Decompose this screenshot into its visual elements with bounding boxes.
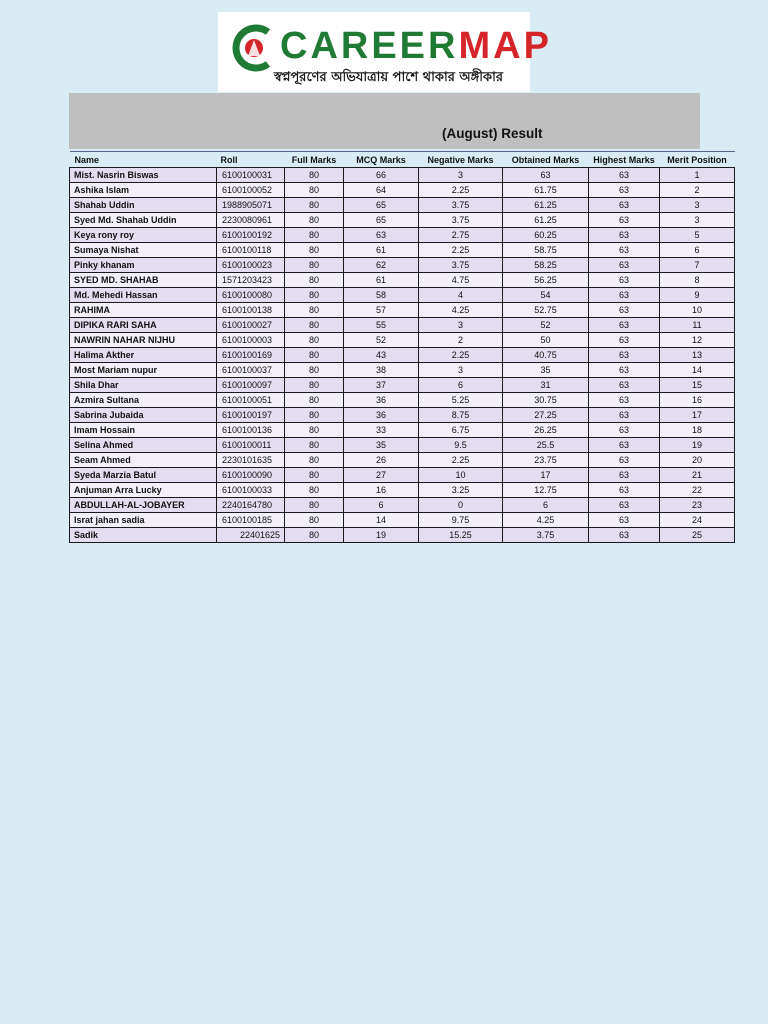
cell-roll: 2230101635 [217,453,285,468]
table-row [70,348,735,363]
cell-name: Selina Ahmed [70,438,217,453]
report-title: (August) Result [442,126,543,141]
cell-merit-position: 22 [660,483,735,498]
cell-roll: 6100100090 [217,468,285,483]
cell-merit-position: 18 [660,423,735,438]
cell-obtained-marks: 4.25 [503,513,589,528]
cell-negative-marks: 2.25 [419,453,503,468]
cell-negative-marks: 6 [419,378,503,393]
cell-obtained-marks: 6 [503,498,589,513]
table-row [70,243,735,258]
cell-roll: 6100100033 [217,483,285,498]
cell-negative-marks: 9.75 [419,513,503,528]
cell-mcq-marks: 43 [344,348,419,363]
cell-obtained-marks: 26.25 [503,423,589,438]
cell-obtained-marks: 35 [503,363,589,378]
cell-roll: 6100100185 [217,513,285,528]
cell-name: Sabrina Jubaida [70,408,217,423]
cell-roll: 2230080961 [217,213,285,228]
cell-name: Ashika Islam [70,183,217,198]
cell-obtained-marks: 12.75 [503,483,589,498]
cell-merit-position: 23 [660,498,735,513]
cell-name: Shila Dhar [70,378,217,393]
cell-highest-marks: 63 [589,408,660,423]
table-row [70,528,735,543]
cell-name: Most Mariam nupur [70,363,217,378]
cell-roll: 6100100023 [217,258,285,273]
table-row [70,498,735,513]
cell-name: Seam Ahmed [70,453,217,468]
cell-full-marks: 80 [285,348,344,363]
header-mcq-marks: MCQ Marks [344,152,419,168]
cell-obtained-marks: 23.75 [503,453,589,468]
cell-merit-position: 9 [660,288,735,303]
cell-obtained-marks: 31 [503,378,589,393]
cell-mcq-marks: 62 [344,258,419,273]
cell-negative-marks: 3 [419,318,503,333]
cell-merit-position: 14 [660,363,735,378]
cell-obtained-marks: 61.25 [503,198,589,213]
table-row [70,483,735,498]
cell-mcq-marks: 55 [344,318,419,333]
cell-mcq-marks: 36 [344,393,419,408]
cell-obtained-marks: 52.75 [503,303,589,318]
cell-negative-marks: 3.75 [419,198,503,213]
cell-negative-marks: 9.5 [419,438,503,453]
cell-full-marks: 80 [285,243,344,258]
cell-mcq-marks: 58 [344,288,419,303]
header-obtained-marks: Obtained Marks [503,152,589,168]
cell-obtained-marks: 52 [503,318,589,333]
table-row [70,183,735,198]
cell-highest-marks: 63 [589,333,660,348]
cell-full-marks: 80 [285,228,344,243]
cell-obtained-marks: 25.5 [503,438,589,453]
cell-highest-marks: 63 [589,198,660,213]
cell-highest-marks: 63 [589,453,660,468]
cell-full-marks: 80 [285,318,344,333]
table-row [70,423,735,438]
cell-mcq-marks: 37 [344,378,419,393]
cell-highest-marks: 63 [589,438,660,453]
cell-name: NAWRIN NAHAR NIJHU [70,333,217,348]
logo-brand-second: MAP [458,25,552,67]
cell-roll: 6100100138 [217,303,285,318]
cell-roll: 22401625 [217,528,285,543]
cell-name: Shahab Uddin [70,198,217,213]
table-row [70,168,735,183]
cell-mcq-marks: 14 [344,513,419,528]
cell-merit-position: 21 [660,468,735,483]
cell-name: RAHIMA [70,303,217,318]
cell-mcq-marks: 52 [344,333,419,348]
cell-full-marks: 80 [285,168,344,183]
cell-negative-marks: 2.25 [419,348,503,363]
cell-merit-position: 25 [660,528,735,543]
cell-full-marks: 80 [285,438,344,453]
cell-mcq-marks: 61 [344,243,419,258]
cell-merit-position: 8 [660,273,735,288]
cell-merit-position: 3 [660,213,735,228]
cell-mcq-marks: 61 [344,273,419,288]
cell-mcq-marks: 35 [344,438,419,453]
table-row [70,198,735,213]
cell-highest-marks: 63 [589,468,660,483]
cell-obtained-marks: 40.75 [503,348,589,363]
cell-mcq-marks: 63 [344,228,419,243]
cell-highest-marks: 63 [589,483,660,498]
cell-roll: 1571203423 [217,273,285,288]
cell-roll: 6100100097 [217,378,285,393]
cell-full-marks: 80 [285,408,344,423]
cell-negative-marks: 15.25 [419,528,503,543]
table-row [70,408,735,423]
cell-highest-marks: 63 [589,168,660,183]
cell-obtained-marks: 54 [503,288,589,303]
table-row [70,318,735,333]
cell-full-marks: 80 [285,303,344,318]
cell-obtained-marks: 61.25 [503,213,589,228]
cell-roll: 6100100197 [217,408,285,423]
cell-highest-marks: 63 [589,258,660,273]
cell-merit-position: 1 [660,168,735,183]
cell-name: Imam Hossain [70,423,217,438]
logo-brand-first: CAREER [280,25,459,67]
table-header-row [70,152,735,168]
cell-merit-position: 12 [660,333,735,348]
cell-name: DIPIKA RARI SAHA [70,318,217,333]
cell-highest-marks: 63 [589,423,660,438]
cell-obtained-marks: 30.75 [503,393,589,408]
cell-negative-marks: 3.25 [419,483,503,498]
table-row [70,333,735,348]
cell-merit-position: 10 [660,303,735,318]
cell-negative-marks: 10 [419,468,503,483]
cell-roll: 6100100118 [217,243,285,258]
cell-mcq-marks: 65 [344,198,419,213]
logo-wordmark [280,26,552,66]
cell-highest-marks: 63 [589,213,660,228]
cell-name: Syeda Marzia Batul [70,468,217,483]
cell-full-marks: 80 [285,363,344,378]
cell-mcq-marks: 64 [344,183,419,198]
cell-merit-position: 5 [660,228,735,243]
logo-tagline: স্বপ্নপূরণের অভিযাত্রায় পাশে থাকার অঙ্গীকার [274,70,504,85]
header-roll: Roll [217,152,285,168]
cell-highest-marks: 63 [589,228,660,243]
cell-mcq-marks: 38 [344,363,419,378]
cell-roll: 6100100192 [217,228,285,243]
cell-full-marks: 80 [285,198,344,213]
cell-obtained-marks: 58.25 [503,258,589,273]
cell-roll: 6100100052 [217,183,285,198]
cell-negative-marks: 3.75 [419,258,503,273]
cell-negative-marks: 4.75 [419,273,503,288]
cell-negative-marks: 2 [419,333,503,348]
table-row [70,363,735,378]
cell-highest-marks: 63 [589,393,660,408]
cell-merit-position: 15 [660,378,735,393]
cell-highest-marks: 63 [589,303,660,318]
cell-merit-position: 2 [660,183,735,198]
header-full-marks: Full Marks [285,152,344,168]
cell-name: Pinky khanam [70,258,217,273]
cell-name: Sadik [70,528,217,543]
report-title-band [69,93,700,149]
cell-merit-position: 20 [660,453,735,468]
header-negative-marks: Negative Marks [419,152,503,168]
cell-roll: 6100100003 [217,333,285,348]
cell-roll: 6100100027 [217,318,285,333]
table-row [70,288,735,303]
cell-highest-marks: 63 [589,273,660,288]
cell-full-marks: 80 [285,453,344,468]
cell-roll: 6100100169 [217,348,285,363]
cell-merit-position: 11 [660,318,735,333]
cell-merit-position: 3 [660,198,735,213]
table-row [70,378,735,393]
cell-full-marks: 80 [285,393,344,408]
cell-name: Halima Akther [70,348,217,363]
cell-merit-position: 6 [660,243,735,258]
cell-obtained-marks: 27.25 [503,408,589,423]
cell-negative-marks: 2.75 [419,228,503,243]
cell-full-marks: 80 [285,498,344,513]
cell-mcq-marks: 33 [344,423,419,438]
table-row [70,273,735,288]
cell-full-marks: 80 [285,333,344,348]
cell-mcq-marks: 36 [344,408,419,423]
cell-negative-marks: 3.75 [419,213,503,228]
cell-roll: 6100100051 [217,393,285,408]
table-row [70,438,735,453]
cell-merit-position: 16 [660,393,735,408]
cell-obtained-marks: 17 [503,468,589,483]
table-row [70,453,735,468]
cell-name: SYED MD. SHAHAB [70,273,217,288]
cell-negative-marks: 0 [419,498,503,513]
cell-obtained-marks: 61.75 [503,183,589,198]
cell-full-marks: 80 [285,483,344,498]
cell-negative-marks: 2.25 [419,183,503,198]
cell-negative-marks: 2.25 [419,243,503,258]
cell-highest-marks: 63 [589,498,660,513]
cell-name: ABDULLAH-AL-JOBAYER [70,498,217,513]
table-row [70,468,735,483]
cell-mcq-marks: 6 [344,498,419,513]
cell-mcq-marks: 19 [344,528,419,543]
cell-obtained-marks: 63 [503,168,589,183]
cell-roll: 2240164780 [217,498,285,513]
cell-merit-position: 7 [660,258,735,273]
cell-obtained-marks: 3.75 [503,528,589,543]
cell-full-marks: 80 [285,528,344,543]
cell-name: Sumaya Nishat [70,243,217,258]
header-merit-position: Merit Position [660,152,735,168]
cell-negative-marks: 5.25 [419,393,503,408]
cell-mcq-marks: 26 [344,453,419,468]
cell-obtained-marks: 50 [503,333,589,348]
table-row [70,513,735,528]
cell-name: Syed Md. Shahab Uddin [70,213,217,228]
cell-roll: 6100100080 [217,288,285,303]
cell-full-marks: 80 [285,378,344,393]
cell-full-marks: 80 [285,183,344,198]
logo-c-icon [232,22,276,74]
cell-merit-position: 24 [660,513,735,528]
cell-negative-marks: 4.25 [419,303,503,318]
cell-highest-marks: 63 [589,183,660,198]
cell-mcq-marks: 16 [344,483,419,498]
cell-merit-position: 19 [660,438,735,453]
cell-obtained-marks: 56.25 [503,273,589,288]
cell-highest-marks: 63 [589,243,660,258]
cell-full-marks: 80 [285,468,344,483]
cell-mcq-marks: 66 [344,168,419,183]
cell-full-marks: 80 [285,273,344,288]
cell-full-marks: 80 [285,288,344,303]
table-row [70,228,735,243]
cell-name: Mist. Nasrin Biswas [70,168,217,183]
cell-highest-marks: 63 [589,318,660,333]
cell-obtained-marks: 58.75 [503,243,589,258]
cell-full-marks: 80 [285,213,344,228]
cell-name: Azmira Sultana [70,393,217,408]
cell-negative-marks: 6.75 [419,423,503,438]
cell-roll: 1988905071 [217,198,285,213]
cell-roll: 6100100011 [217,438,285,453]
header-highest-marks: Highest Marks [589,152,660,168]
cell-mcq-marks: 57 [344,303,419,318]
cell-roll: 6100100136 [217,423,285,438]
careermap-logo [218,12,552,92]
cell-mcq-marks: 27 [344,468,419,483]
cell-obtained-marks: 60.25 [503,228,589,243]
cell-full-marks: 80 [285,258,344,273]
cell-negative-marks: 4 [419,288,503,303]
table-row [70,213,735,228]
cell-full-marks: 80 [285,513,344,528]
header-name: Name [70,152,217,168]
cell-name: Md. Mehedi Hassan [70,288,217,303]
cell-negative-marks: 8.75 [419,408,503,423]
cell-name: Anjuman Arra Lucky [70,483,217,498]
table-row [70,393,735,408]
cell-highest-marks: 63 [589,528,660,543]
cell-highest-marks: 63 [589,363,660,378]
cell-merit-position: 13 [660,348,735,363]
cell-negative-marks: 3 [419,363,503,378]
cell-highest-marks: 63 [589,348,660,363]
cell-name: Israt jahan sadia [70,513,217,528]
cell-highest-marks: 63 [589,378,660,393]
table-row [70,258,735,273]
cell-highest-marks: 63 [589,513,660,528]
cell-merit-position: 17 [660,408,735,423]
cell-highest-marks: 63 [589,288,660,303]
cell-name: Keya rony roy [70,228,217,243]
table-row [70,303,735,318]
cell-negative-marks: 3 [419,168,503,183]
cell-roll: 6100100037 [217,363,285,378]
results-table [69,151,735,543]
cell-roll: 6100100031 [217,168,285,183]
cell-full-marks: 80 [285,423,344,438]
cell-mcq-marks: 65 [344,213,419,228]
